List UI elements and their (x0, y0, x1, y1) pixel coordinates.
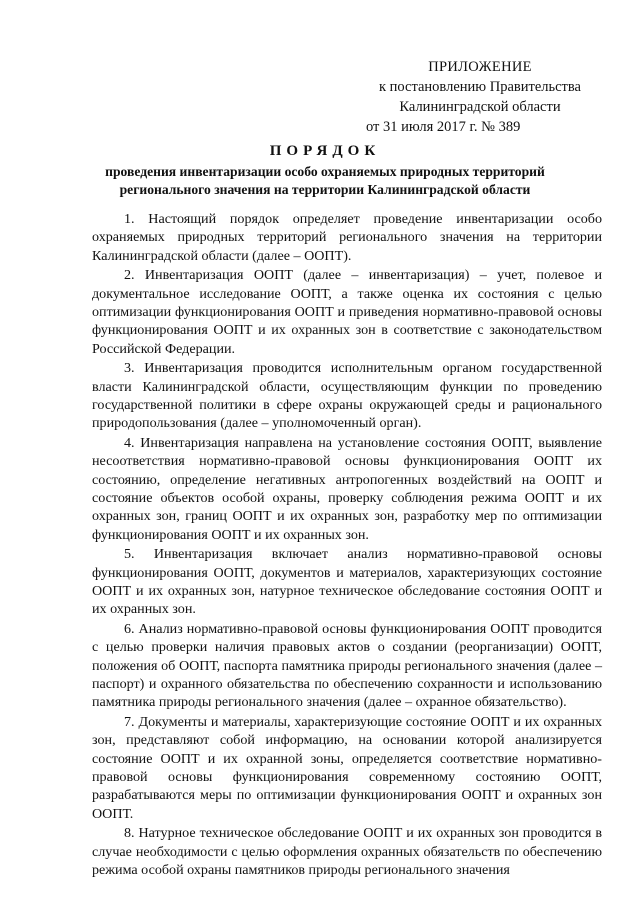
appendix-line-1: к постановлению Правительства (379, 79, 581, 95)
paragraph-1: 1. Настоящий порядок определяет проведение инвентаризации особо охраняемых природных территорий регионального значения на территории Калининградской области (далее – ООПТ). (92, 211, 602, 264)
appendix-line-2: Калининградской области (399, 99, 561, 115)
appendix-header (360, 57, 600, 137)
paragraph-5: 5. Инвентаризация включает анализ нормативно-правовой основы функционирования ООПТ, документов и материалов, характеризующих состояние ООПТ и их охранных зон, натурное техническое обследование состояния ООПТ и их охранных зон. (92, 546, 602, 618)
document-subtitle: проведения инвентаризации особо охраняемых природных территорий регионального значения на территории Калининградской области (105, 164, 545, 197)
document-title: ПОРЯДОК (269, 143, 381, 159)
date-day-month: 31 июля (383, 119, 434, 135)
paragraph-8: 8. Натурное техническое обследование ООПТ и их охранных зон проводится в случае необходимости с целью оформления охранных обязательств по обеспечению режима особой охраны памятников природы регионального значения (92, 825, 602, 878)
paragraph-3: 3. Инвентаризация проводится исполнительным органом государственной власти Калининградской области, осуществляющим функции по проведению государственной политики в сфере охраны окружающей среды и рационального природопользования (далее – уполномоченный орган). (92, 360, 602, 432)
date-year: 2017 г. (436, 119, 478, 135)
appendix-date-line (360, 117, 600, 137)
document-body (92, 210, 602, 881)
document-number: 389 (498, 119, 521, 135)
paragraph-4: 4. Инвентаризация направлена на установление состояния ООПТ, выявление несоответствия нормативно-правовой основы функционирования ООПТ их состоянию, определение негативных антропогенных воздействий на ООПТ и состояние объектов особой охраны, проверку соблюдения режима ООПТ и их охранных зон, границ ООПТ и их охранных зон, разработку мер по оптимизации функционирования ООПТ и их охранных зон. (92, 435, 602, 543)
paragraph-7: 7. Документы и материалы, характеризующие состояние ООПТ и их охранных зон, представляют собой информацию, на основании которой анализируется состояние ООПТ и их охранной зоны, определяется соответствие нормативно-правовой основы функционирования современному состоянию ООПТ, разрабатываются меры по оптимизации функционирования ООПТ и охранных зон ООПТ. (92, 714, 602, 822)
appendix-heading: ПРИЛОЖЕНИЕ (428, 59, 532, 75)
date-prefix: от (366, 119, 380, 135)
paragraph-6: 6. Анализ нормативно-правовой основы функционирования ООПТ проводится с целью проверки наличия правовых актов о создании (реорганизации) ООПТ, положения об ООПТ, паспорта памятника природы регионального значения (далее – паспорт) и охранного обязательства по обеспечению сохранности и использованию памятника природы регионального значения (далее – охранное обязательство). (92, 621, 602, 711)
title-block (90, 141, 560, 199)
number-prefix: № (481, 119, 495, 135)
paragraph-2: 2. Инвентаризация ООПТ (далее – инвентаризация) – учет, полевое и документальное исследование ООПТ, а также оценка их состояния с целью оптимизации функционирования ООПТ и приведения нормативно-правовой основы функционирования ООПТ и их охранных зон в соответствие с законодательством Российской Федерации. (92, 267, 602, 357)
